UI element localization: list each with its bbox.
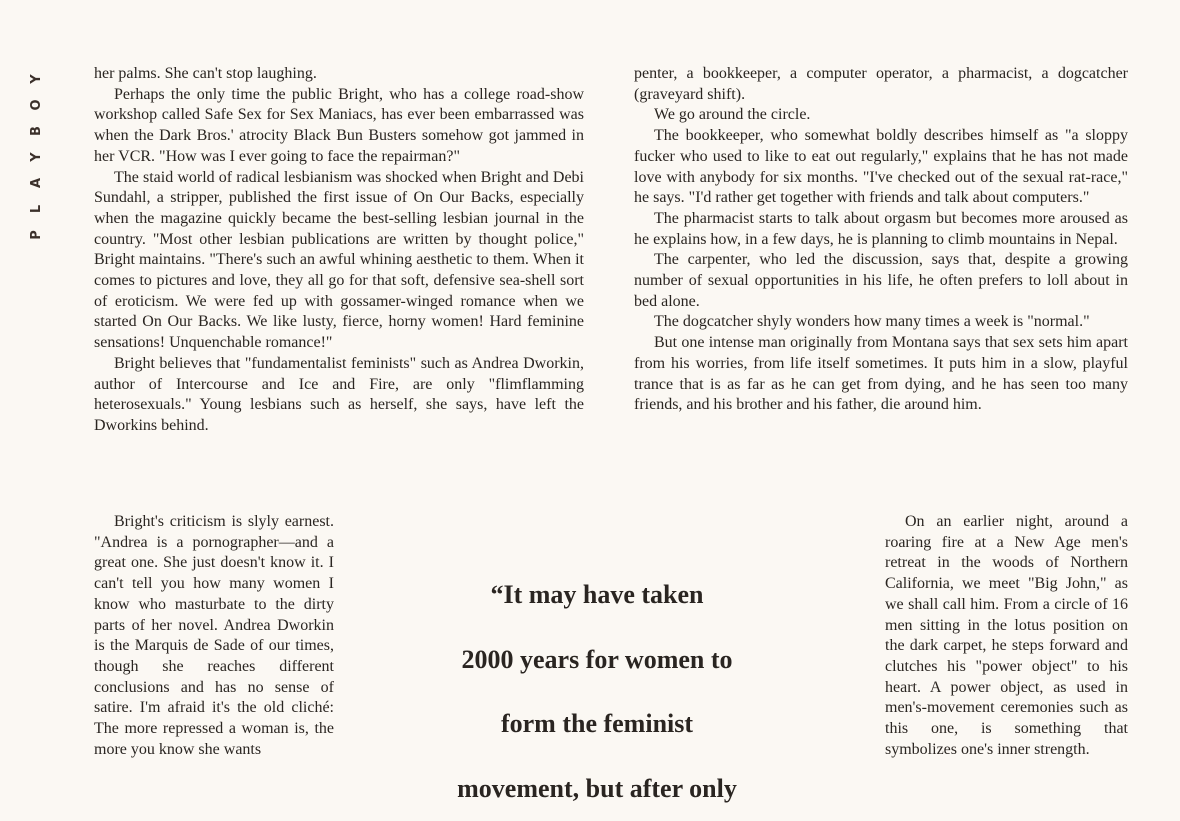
paragraph: The dogcatcher shyly wonders how many times a week is "normal." — [634, 312, 1128, 333]
pull-quote-line: “It may have taken — [416, 563, 778, 628]
magazine-name-letter-2: O — [29, 90, 55, 120]
magazine-name-letter-3: B — [29, 116, 55, 146]
magazine-name-letter-7: P — [29, 220, 55, 250]
magazine-name-letter-6: L — [29, 194, 55, 224]
paragraph: The staid world of radical lesbianism was shocked when Bright and Debi Sundahl, a stripper, published the first issue of On Our Backs, especially when the magazine quickly became the best-selling lesbian journal in the country. "Most other lesbian publications are written by thought police," Bright maintains. "There's such an awful whining aesthetic to them. When it comes to pictures and love, they all go for that soft, defensive sea-shell sort of eroticism. We were fed up with gossamer-winged romance when we started On Our Backs. We like lusty, fierce, horny women! Hard feminine sensations! Unquenchable romance!" — [94, 168, 584, 354]
paragraph: But one intense man originally from Montana says that sex sets him apart from his worries, from life itself sometimes. It puts him in a slow, playful trance that is as far as he can get from dying, and he has seen too many friends, and his brother and his father, die around him. — [634, 333, 1128, 416]
paragraph: Bright believes that "fundamentalist feminists" such as Andrea Dworkin, author of Intercourse and Ice and Fire, are only "flimflamming heterosexuals." Young lesbians such as herself, she says, have left the Dworkins behind. — [94, 354, 584, 437]
left-narrow-column-text — [94, 512, 334, 760]
magazine-name-letter-5: A — [29, 168, 55, 198]
magazine-name-letter-1: Y — [29, 64, 55, 94]
right-narrow-column-text — [885, 512, 1128, 760]
pull-quote — [416, 563, 778, 821]
left-column-text — [94, 64, 584, 437]
magazine-name-letter-4: Y — [29, 142, 55, 172]
paragraph: We go around the circle. — [634, 105, 1128, 126]
right-column-text — [634, 64, 1128, 416]
paragraph: The carpenter, who led the discussion, says that, despite a growing number of sexual opportunities in his life, he often prefers to loll about in bed alone. — [634, 250, 1128, 312]
paragraph: The bookkeeper, who somewhat boldly describes himself as "a sloppy fucker who used to like to eat out regularly," explains that he has not made love with anybody for six months. "I've checked out of the sexual rat-race," he says. "I'd rather get together with friends and talk about computers." — [634, 126, 1128, 209]
paragraph: Bright's criticism is slyly earnest. "Andrea is a pornographer—and a great one. She just doesn't know it. I can't tell you how many women I know who masturbate to the dirty parts of her novel. Andrea Dworkin is the Marquis de Sade of our times, though she reaches different conclusions and has no sense of satire. I'm afraid it's the old cliché: The more repressed a woman is, the more you know she wants — [94, 512, 334, 760]
paragraph: On an earlier night, around a roaring fire at a New Age men's retreat in the woods of Northern California, we meet "Big John," as we shall call him. From a circle of 16 men sitting in the lotus position on the dark carpet, he steps forward and clutches his "power object" to his heart. A power object, as used in men's-movement ceremonies such as this one, is something that symbolizes one's inner strength. — [885, 512, 1128, 760]
pull-quote-line: movement, but after only — [416, 757, 778, 821]
pull-quote-line: form the feminist — [416, 692, 778, 757]
magazine-name-vertical — [27, 66, 57, 248]
paragraph: The pharmacist starts to talk about orgasm but becomes more aroused as he explains how, in a few days, he is planning to climb mountains in Nepal. — [634, 209, 1128, 250]
paragraph: Perhaps the only time the public Bright, who has a college road-show workshop called Safe Sex for Sex Maniacs, has ever been embarrassed was when the Dark Bros.' atrocity Black Bun Busters somehow got jammed in her VCR. "How was I ever going to face the repairman?" — [94, 85, 584, 168]
paragraph: her palms. She can't stop laughing. — [94, 64, 584, 85]
paragraph: penter, a bookkeeper, a computer operator, a pharmacist, a dogcatcher (graveyard shift). — [634, 64, 1128, 105]
pull-quote-line: 2000 years for women to — [416, 628, 778, 693]
